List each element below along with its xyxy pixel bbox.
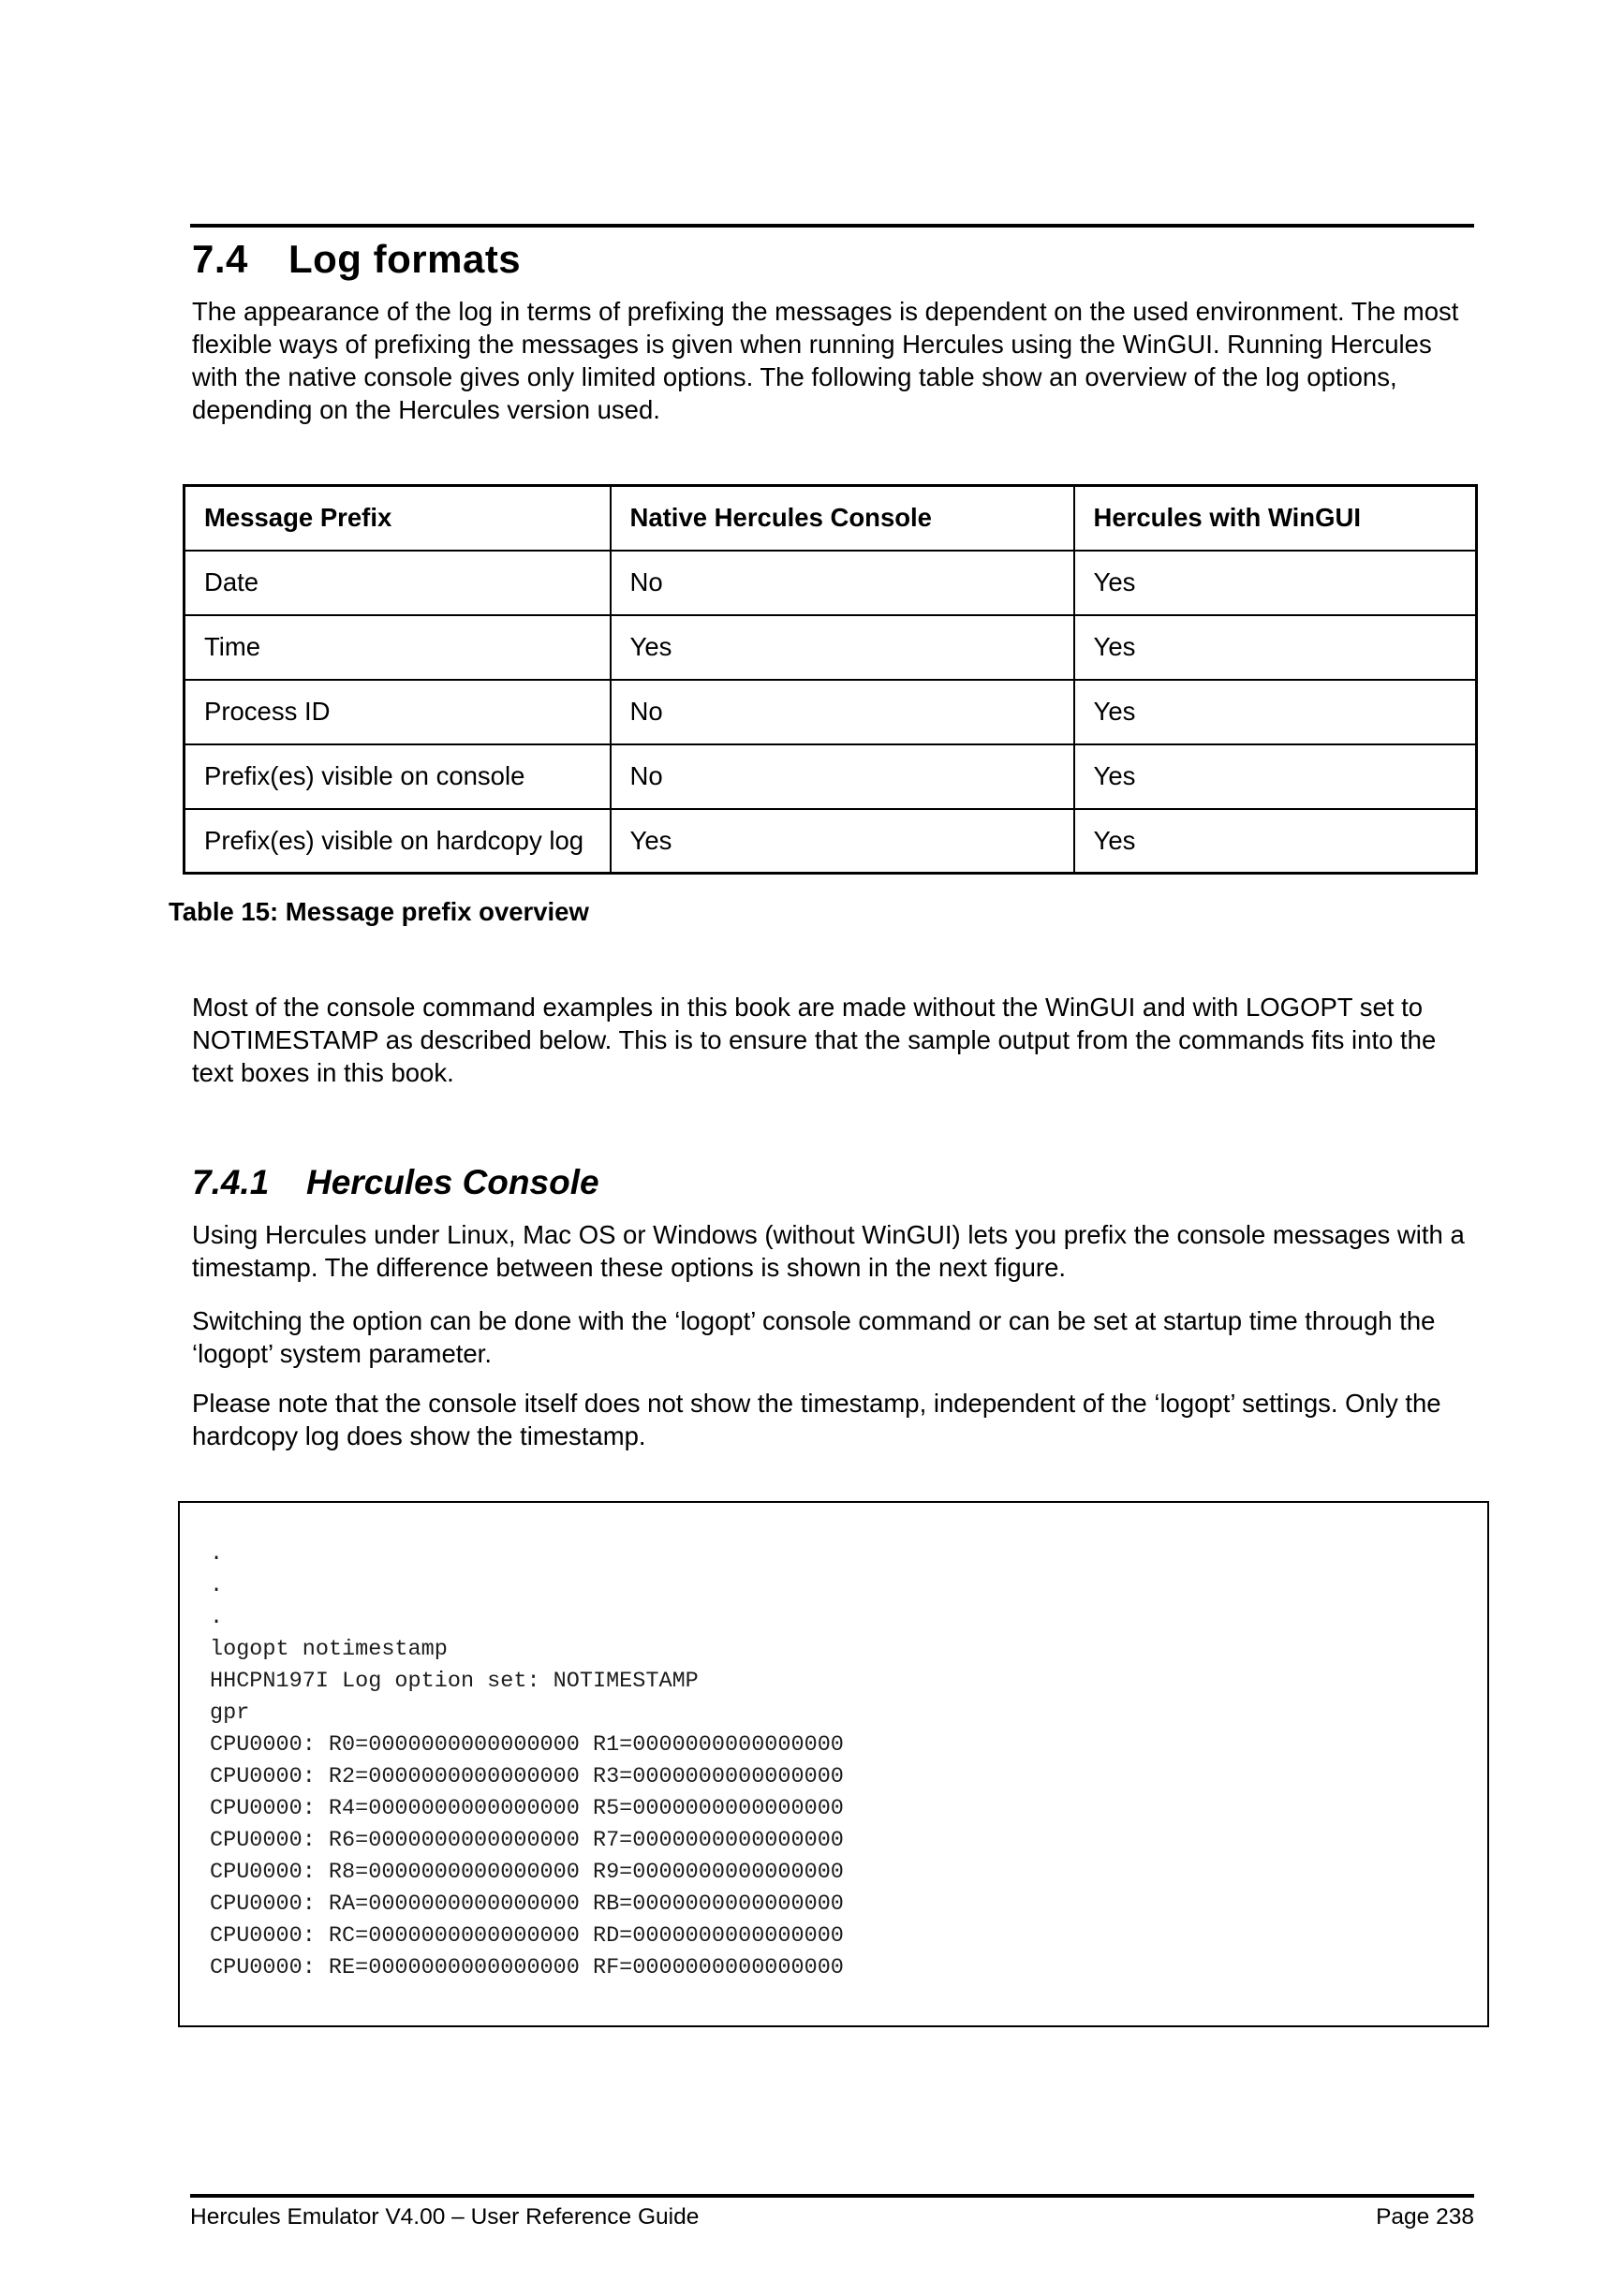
table-row [185, 809, 1477, 874]
console-log-line: CPU0000: R4=0000000000000000 R5=0000000000000000 [210, 1796, 844, 1821]
table-cell-wingui: Yes [1074, 744, 1477, 809]
console-log-line: . [210, 1541, 224, 1567]
intro-paragraph: The appearance of the log in terms of prefixing the messages is dependent on the used environment. The most flexible ways of prefixing the messages is given when running Hercules using the WinGUI. Running Hercules with the native console gives only limited options. The following table show an overview of the log options, depending on the Hercules version used. [192, 297, 1459, 424]
subsection-paragraph-1: Using Hercules under Linux, Mac OS or Windows (without WinGUI) lets you prefix the console messages with a timestamp. The difference between these options is shown in the next figure. [192, 1220, 1465, 1282]
console-log-line: logopt notimestamp [210, 1637, 448, 1662]
console-log-line: HHCPN197I Log option set: NOTIMESTAMP [210, 1669, 699, 1694]
console-log-line: . [210, 1605, 224, 1630]
table-header-wingui: Hercules with WinGUI [1074, 486, 1477, 551]
subsection-paragraph-2: Switching the option can be done with the ‘logopt’ console command or can be set at startup time through the ‘logopt’ system parameter. [192, 1306, 1436, 1368]
table-row [185, 551, 1477, 615]
table-cell-wingui: Yes [1074, 615, 1477, 680]
table-cell-native: Yes [611, 809, 1074, 874]
table-cell-wingui: Yes [1074, 551, 1477, 615]
table-cell-prefix: Time [185, 615, 611, 680]
table-cell-native: Yes [611, 615, 1074, 680]
table-body [185, 551, 1477, 874]
console-log-line: CPU0000: RE=0000000000000000 RF=0000000000000000 [210, 1955, 844, 1980]
table-cell-prefix: Prefix(es) visible on console [185, 744, 611, 809]
table-cell-wingui: Yes [1074, 680, 1477, 744]
section-number: 7.4 [192, 237, 248, 281]
section-heading [192, 237, 1624, 282]
console-log-box [178, 1501, 1489, 2027]
table-row [185, 615, 1477, 680]
table-cell-native: No [611, 680, 1074, 744]
console-log-line: CPU0000: R0=0000000000000000 R1=0000000000000000 [210, 1732, 844, 1758]
table-cell-prefix: Process ID [185, 680, 611, 744]
table-cell-native: No [611, 744, 1074, 809]
table-cell-wingui: Yes [1074, 809, 1477, 874]
section-title: Log formats [288, 237, 522, 281]
subsection-number: 7.4.1 [192, 1163, 270, 1201]
console-log-line: CPU0000: RC=0000000000000000 RD=0000000000000000 [210, 1923, 844, 1949]
console-log-line: CPU0000: R8=0000000000000000 R9=0000000000000000 [210, 1860, 844, 1885]
table-cell-native: No [611, 551, 1074, 615]
footer-document-title: Hercules Emulator V4.00 – User Reference Guide [190, 2204, 700, 2230]
table-row [185, 680, 1477, 744]
table-cell-prefix: Date [185, 551, 611, 615]
table-cell-prefix: Prefix(es) visible on hardcopy log [185, 809, 611, 874]
table-caption: Table 15: Message prefix overview [169, 897, 589, 926]
message-prefix-table [183, 484, 1478, 875]
console-log-line: CPU0000: R6=0000000000000000 R7=0000000000000000 [210, 1828, 844, 1853]
subsection-title: Hercules Console [306, 1163, 599, 1201]
console-log-line: CPU0000: RA=0000000000000000 RB=0000000000000000 [210, 1891, 844, 1917]
section-divider-rule [190, 224, 1474, 228]
subsection-heading [192, 1162, 1624, 1203]
page-footer [190, 2194, 1474, 2230]
notimestamp-paragraph: Most of the console command examples in this book are made without the WinGUI and with LOGOPT set to NOTIMESTAMP as described below. This is to ensure that the sample output from the commands fits into the text boxes in this book. [192, 993, 1437, 1087]
footer-rule [190, 2194, 1474, 2198]
console-log-line: gpr [210, 1700, 250, 1726]
table-row [185, 744, 1477, 809]
footer-page-number: Page 238 [1376, 2204, 1474, 2230]
subsection-paragraph-3: Please note that the console itself does not show the timestamp, independent of the ‘logopt’ settings. Only the hardcopy log does show the timestamp. [192, 1389, 1441, 1450]
console-log-line: CPU0000: R2=0000000000000000 R3=0000000000000000 [210, 1764, 844, 1789]
table-header-native-console: Native Hercules Console [611, 486, 1074, 551]
table-header-message-prefix: Message Prefix [185, 486, 611, 551]
console-log-line: . [210, 1573, 224, 1598]
table-header-row [185, 486, 1477, 551]
